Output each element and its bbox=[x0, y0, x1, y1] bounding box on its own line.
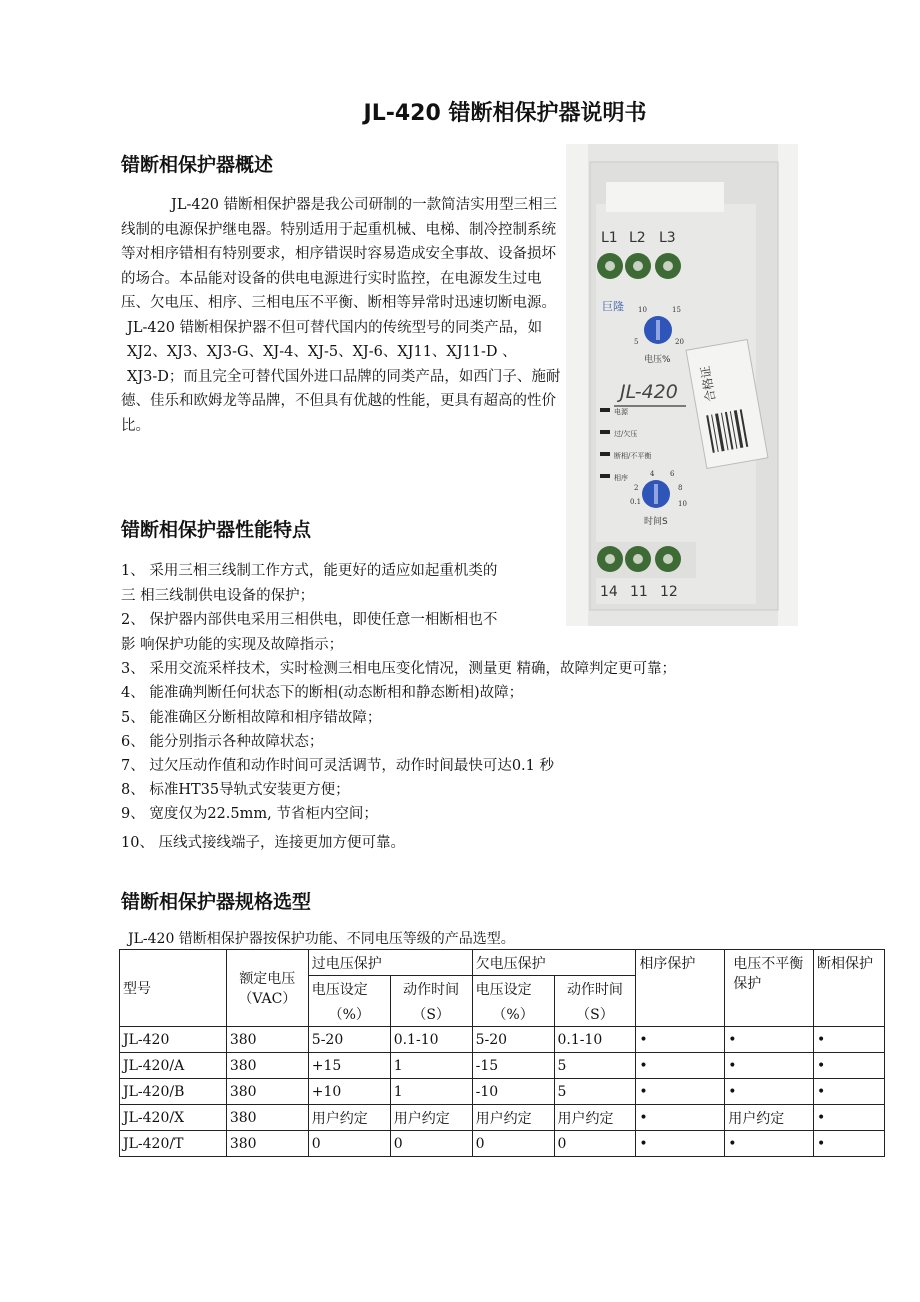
spec-table bbox=[119, 949, 885, 1157]
cell-under-time: 用户约定 bbox=[554, 1105, 636, 1131]
header-over-voltage: 过电压保护 bbox=[308, 950, 472, 976]
cell-unbalance: 用户约定 bbox=[725, 1105, 814, 1131]
cell-over-time: 1 bbox=[390, 1079, 472, 1105]
terminal-label-bottom: 11 bbox=[630, 584, 648, 600]
table-row bbox=[120, 1131, 885, 1157]
cell-over-set: 5-20 bbox=[308, 1027, 390, 1053]
terminal-label-top: L1 bbox=[601, 230, 618, 246]
cell-phase-loss: • bbox=[814, 1131, 885, 1157]
header-under-set: 电压设定 bbox=[472, 976, 554, 1002]
spec-heading: 错断相保护器规格选型 bbox=[121, 891, 312, 913]
voltage-tick: 20 bbox=[675, 338, 684, 346]
header-phase-loss: 断相保护 bbox=[814, 950, 885, 1027]
feature-item-8: 8、 标准HT35导轨式安装更方便； bbox=[121, 782, 350, 798]
terminal-label-bottom: 14 bbox=[600, 584, 618, 600]
time-tick: 6 bbox=[670, 470, 675, 478]
table-row bbox=[120, 1079, 885, 1105]
cell-unbalance: • bbox=[725, 1027, 814, 1053]
cell-under-set: 用户约定 bbox=[472, 1105, 554, 1131]
time-tick: 2 bbox=[634, 484, 639, 492]
cell-unbalance: • bbox=[725, 1131, 814, 1157]
cell-under-set: -10 bbox=[472, 1079, 554, 1105]
cell-phase-seq: • bbox=[636, 1027, 725, 1053]
feature-item-10: 10、 压线式接线端子，连接更加方便可靠。 bbox=[121, 835, 406, 851]
feature-item-1-line-1: 1、 采用三相三线制工作方式，能更好的适应如起重机类的 bbox=[121, 563, 498, 579]
table-row bbox=[120, 1053, 885, 1079]
header-over-time: 动作时间 bbox=[390, 976, 472, 1002]
cell-model: JL-420/A bbox=[120, 1053, 227, 1079]
feature-item-2-line-1: 2、 保护器内部供电采用三相供电，即使任意一相断相也不 bbox=[121, 612, 498, 628]
header-over-set-unit: （%） bbox=[308, 1001, 390, 1027]
cell-under-time: 5 bbox=[554, 1079, 636, 1105]
overview-paragraph-1: JL-420 错断相保护器是我公司研制的一款简洁实用型三相三线制的电源保护继电器。特别适用于起重机械、电梯、制冷控制系统等对相序错相有特别要求，相序错误时容易造成安全事故、设备损坏的场合。本品能对设备的供电电源进行实时监控，在电源发生过电压、欠电压、相序、三相电压不平衡、断相等异常时迅速切断电源。 bbox=[121, 197, 558, 311]
cell-over-set: +15 bbox=[308, 1053, 390, 1079]
terminal-label-top: L3 bbox=[659, 230, 676, 246]
header-phase-sequence: 相序保护 bbox=[636, 950, 725, 1027]
led-label: 电源 bbox=[614, 408, 628, 416]
cell-voltage: 380 bbox=[226, 1079, 308, 1105]
cell-under-time: 0.1-10 bbox=[554, 1027, 636, 1053]
cell-phase-loss: • bbox=[814, 1079, 885, 1105]
overview-heading: 错断相保护器概述 bbox=[121, 154, 274, 176]
time-tick: 8 bbox=[678, 484, 683, 492]
voltage-tick: 5 bbox=[634, 338, 639, 346]
header-over-set: 电压设定 bbox=[308, 976, 390, 1002]
terminal-label-bottom: 12 bbox=[660, 584, 678, 600]
led-label: 相序 bbox=[614, 474, 628, 482]
header-rated-voltage bbox=[226, 950, 308, 1027]
cell-model: JL-420/B bbox=[120, 1079, 227, 1105]
header-rated-voltage-label: 额定电压 bbox=[239, 971, 296, 987]
cell-model: JL-420/X bbox=[120, 1105, 227, 1131]
cell-unbalance: • bbox=[725, 1053, 814, 1079]
cell-phase-seq: • bbox=[636, 1105, 725, 1131]
feature-item-1-line-2: 三 相三线制供电设备的保护； bbox=[121, 588, 315, 604]
header-under-time: 动作时间 bbox=[554, 976, 636, 1002]
cell-over-time: 0.1-10 bbox=[390, 1027, 472, 1053]
certificate-text: 合格证 bbox=[698, 364, 719, 403]
cell-phase-seq: • bbox=[636, 1131, 725, 1157]
led-label: 过/欠压 bbox=[614, 430, 638, 438]
cell-over-time: 用户约定 bbox=[390, 1105, 472, 1131]
spec-intro: JL-420 错断相保护器按保护功能、不同电压等级的产品选型。 bbox=[128, 931, 515, 947]
voltage-tick: 15 bbox=[672, 306, 681, 314]
cell-under-set: 0 bbox=[472, 1131, 554, 1157]
feature-item-7: 7、 过欠压动作值和动作时间可灵活调节，动作时间最快可达0.1 秒 bbox=[121, 758, 555, 774]
cell-voltage: 380 bbox=[226, 1027, 308, 1053]
cell-over-set: +10 bbox=[308, 1079, 390, 1105]
cell-phase-loss: • bbox=[814, 1105, 885, 1131]
features-heading: 错断相保护器性能特点 bbox=[121, 519, 312, 541]
cell-under-time: 5 bbox=[554, 1053, 636, 1079]
cell-model: JL-420 bbox=[120, 1027, 227, 1053]
led-label: 断相/不平衡 bbox=[614, 452, 652, 460]
header-unbalance: 电压不平衡保护 bbox=[725, 950, 814, 1027]
cell-under-set: -15 bbox=[472, 1053, 554, 1079]
spec-header-row bbox=[120, 950, 885, 976]
cell-phase-loss: • bbox=[814, 1027, 885, 1053]
table-row bbox=[120, 1027, 885, 1053]
cell-voltage: 380 bbox=[226, 1105, 308, 1131]
feature-item-4: 4、 能准确判断任何状态下的断相(动态断相和静态断相)故障； bbox=[121, 685, 524, 701]
cell-voltage: 380 bbox=[226, 1053, 308, 1079]
feature-item-6: 6、 能分别指示各种故障状态； bbox=[121, 734, 324, 750]
product-photo bbox=[566, 144, 798, 626]
page-title: JL-420 错断相保护器说明书 bbox=[363, 101, 647, 126]
cell-phase-seq: • bbox=[636, 1053, 725, 1079]
cell-under-set: 5-20 bbox=[472, 1027, 554, 1053]
overview-paragraph-2: JL-420 错断相保护器不但可替代国内的传统型号的同类产品，如 XJ2、XJ3、XJ3-G、XJ-4、XJ-5、XJ-6、XJ11、XJ11-D 、 bbox=[127, 319, 543, 360]
time-label: 时间S bbox=[644, 517, 668, 527]
time-tick: 0.1 bbox=[630, 498, 642, 506]
cell-phase-loss: • bbox=[814, 1053, 885, 1079]
brand-logo: 巨隆 bbox=[602, 300, 624, 313]
header-rated-voltage-unit: （VAC） bbox=[238, 991, 297, 1007]
voltage-tick: 10 bbox=[638, 306, 647, 314]
cell-under-time: 0 bbox=[554, 1131, 636, 1157]
cell-phase-seq: • bbox=[636, 1079, 725, 1105]
header-under-voltage: 欠电压保护 bbox=[472, 950, 636, 976]
overview-paragraph-3: XJ3-D；而且完全可替代国外进口品牌的同类产品，如西门子、施耐德、佳乐和欧姆龙等品牌，不但具有优越的性能，更具有超高的性价比。 bbox=[121, 368, 561, 434]
feature-item-3: 3、 采用交流采样技术，实时检测三相电压变化情况，测量更 精确，故障判定更可靠； bbox=[121, 661, 676, 677]
cell-voltage: 380 bbox=[226, 1131, 308, 1157]
time-tick: 10 bbox=[678, 500, 687, 508]
feature-item-9: 9、 宽度仅为22.5mm, 节省柜内空间； bbox=[121, 806, 378, 822]
feature-item-5: 5、 能准确区分断相故障和相序错故障； bbox=[121, 710, 382, 726]
device-model: JL-420 bbox=[620, 381, 678, 403]
overview-text bbox=[121, 193, 561, 438]
header-under-time-unit: （S） bbox=[554, 1001, 636, 1027]
cell-model: JL-420/T bbox=[120, 1131, 227, 1157]
cell-unbalance: • bbox=[725, 1079, 814, 1105]
table-row bbox=[120, 1105, 885, 1131]
cell-over-time: 1 bbox=[390, 1053, 472, 1079]
terminal-label-top: L2 bbox=[629, 230, 646, 246]
header-model: 型号 bbox=[120, 950, 227, 1027]
header-under-set-unit: （%） bbox=[472, 1001, 554, 1027]
cell-over-set: 0 bbox=[308, 1131, 390, 1157]
cell-over-set: 用户约定 bbox=[308, 1105, 390, 1131]
feature-item-2-line-2: 影 响保护功能的实现及故障指示； bbox=[121, 637, 344, 653]
time-tick: 4 bbox=[650, 470, 655, 478]
header-over-time-unit: （S） bbox=[390, 1001, 472, 1027]
cell-over-time: 0 bbox=[390, 1131, 472, 1157]
voltage-label: 电压% bbox=[644, 355, 671, 365]
